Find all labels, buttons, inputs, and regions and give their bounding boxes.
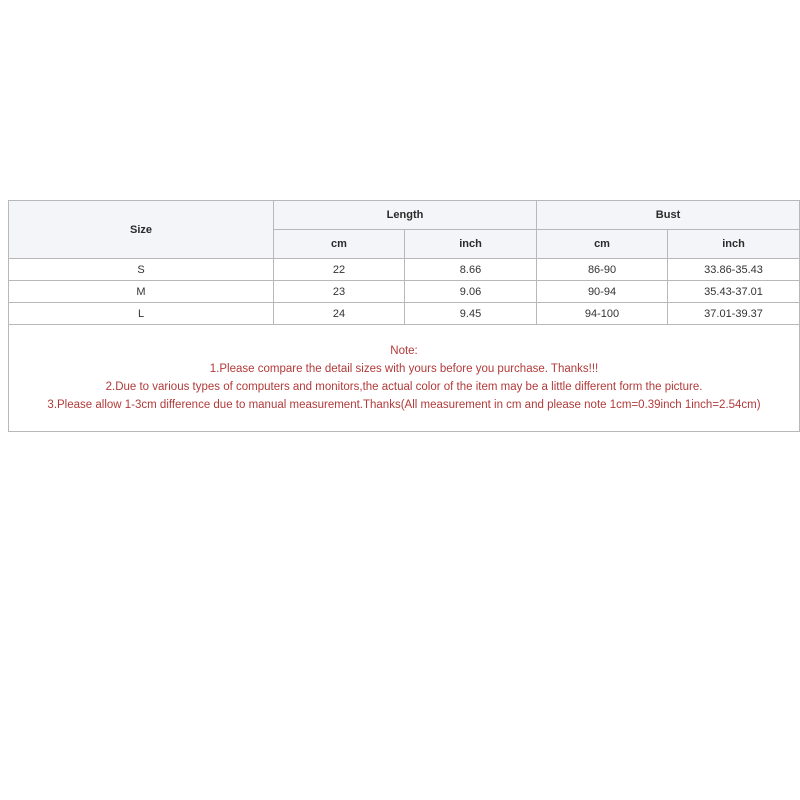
length-inch-cell: 8.66 — [405, 259, 537, 281]
bust-inch-cell: 33.86-35.43 — [668, 259, 800, 281]
bust-cm-cell: 94-100 — [537, 303, 668, 325]
size-header: Size — [9, 201, 274, 259]
length-cm-cell: 24 — [274, 303, 405, 325]
note-line-1: 1.Please compare the detail sizes with yours before you purchase. Thanks!!! — [209, 363, 599, 375]
length-cm-cell: 22 — [274, 259, 405, 281]
table-row — [9, 303, 800, 325]
length-cm-cell: 23 — [274, 281, 405, 303]
length-cm-header: cm — [274, 230, 405, 259]
size-chart-table — [8, 200, 800, 432]
bust-inch-header: inch — [668, 230, 800, 259]
bust-cm-cell: 90-94 — [537, 281, 668, 303]
table-row — [9, 259, 800, 281]
size-cell: S — [9, 259, 274, 281]
table-row — [9, 281, 800, 303]
note-line-3: 3.Please allow 1-3cm difference due to manual measurement.Thanks(All measurement in cm and please note 1cm=0.39inch 1inch=2.54cm) — [47, 399, 761, 411]
bust-cm-cell: 86-90 — [537, 259, 668, 281]
note-cell — [9, 325, 800, 432]
bust-inch-cell: 35.43-37.01 — [668, 281, 800, 303]
note-title: Note: — [390, 345, 418, 357]
note-row — [9, 325, 800, 432]
length-inch-cell: 9.06 — [405, 281, 537, 303]
size-cell: L — [9, 303, 274, 325]
bust-cm-header: cm — [537, 230, 668, 259]
size-cell: M — [9, 281, 274, 303]
length-inch-cell: 9.45 — [405, 303, 537, 325]
length-inch-header: inch — [405, 230, 537, 259]
header-row-main — [9, 201, 800, 230]
bust-header: Bust — [537, 201, 800, 230]
bust-inch-cell: 37.01-39.37 — [668, 303, 800, 325]
length-header: Length — [274, 201, 537, 230]
note-line-2: 2.Due to various types of computers and monitors,the actual color of the item may be a little different form the picture. — [105, 381, 703, 393]
